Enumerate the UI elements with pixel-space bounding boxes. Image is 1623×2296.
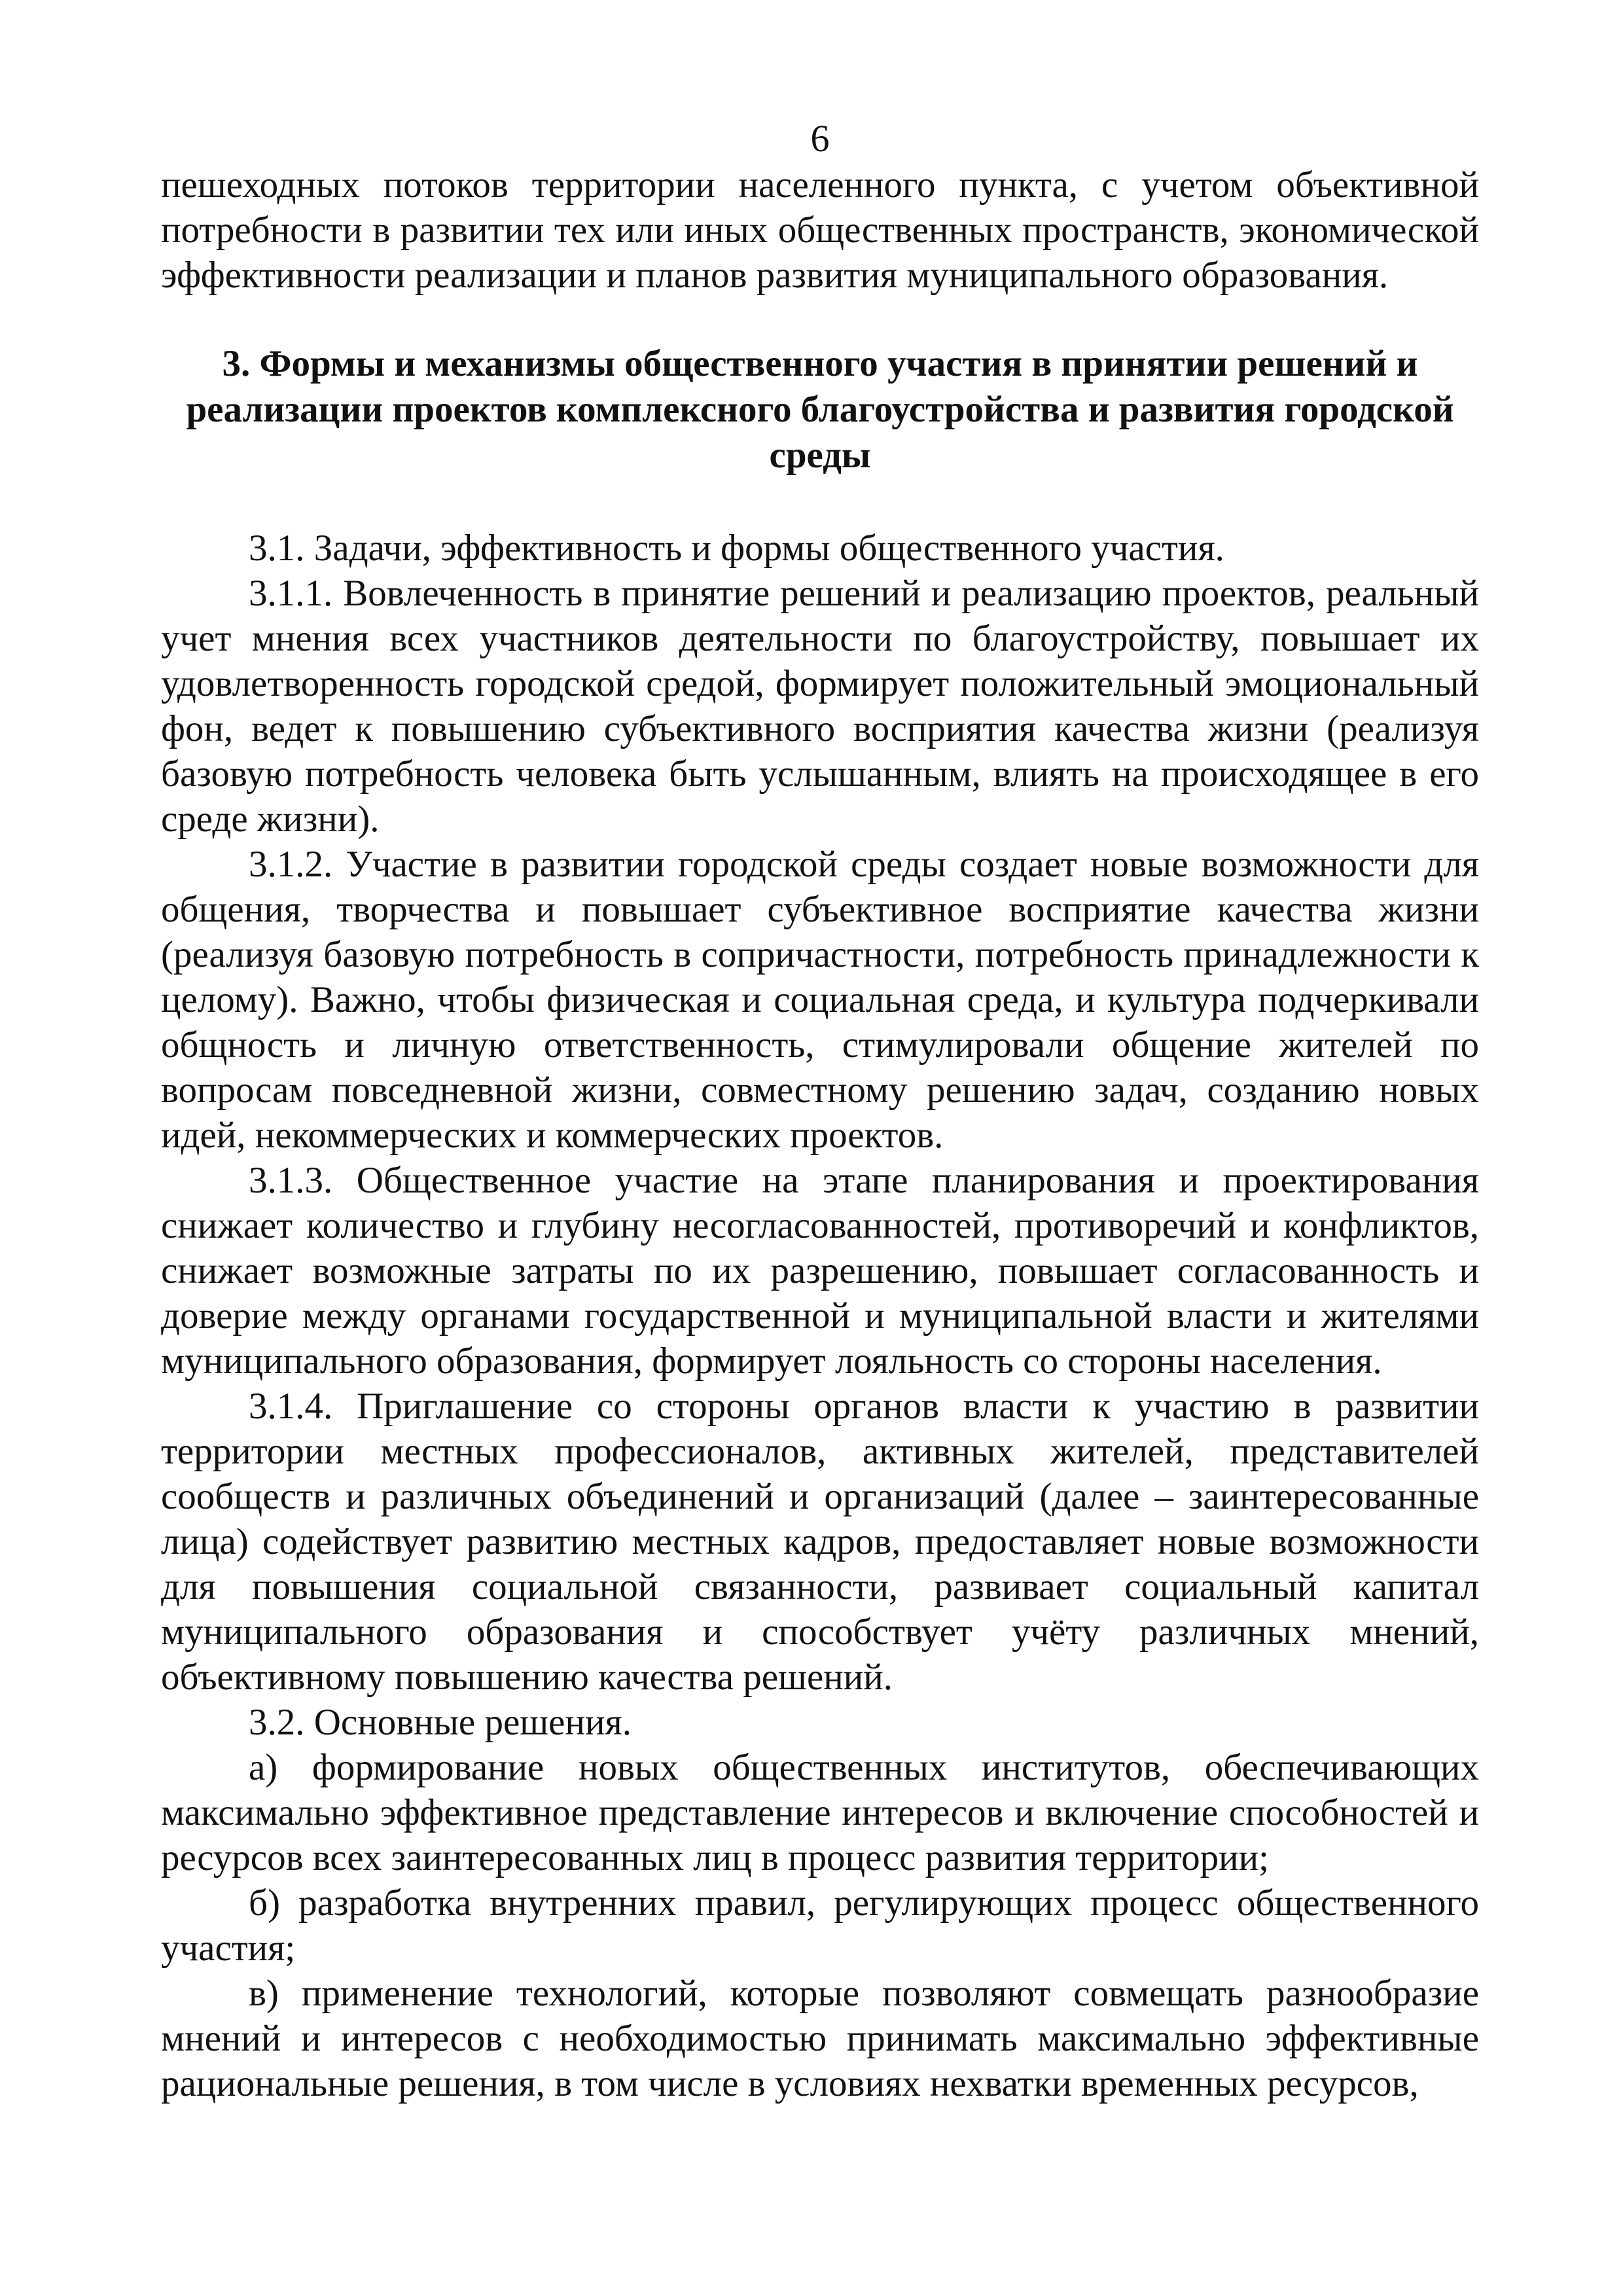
paragraph-3-1-2: 3.1.2. Участие в развитии городской среды создает новые возможности для общения, творчества и повышает субъективное восприятие качества жизни (реализуя базовую потребность в сопричастности, потребность принадлежности к целому). Важно, чтобы физическая и социальная среда, и культура подчеркивали общность и личную ответственность, стимулировали общение жителей по вопросам повседневной жизни, совместному решению задач, созданию новых идей, некоммерческих и коммерческих проектов. (161, 844, 1479, 1156)
page-number: 6 (810, 117, 830, 160)
document-page (161, 115, 1479, 2106)
list-item-b: б) разработка внутренних правил, регулирующих процесс общественного участия; (161, 1882, 1479, 1969)
paragraph-3-1: 3.1. Задачи, эффективность и формы общественного участия. (249, 528, 1224, 569)
intro-paragraph: пешеходных потоков территории населенного пункта, с учетом объективной потребности в развитии тех или иных общественных пространств, экономической эффективности реализации и планов развития муниципального образования. (161, 164, 1479, 296)
paragraph-3-2: 3.2. Основные решения. (249, 1702, 632, 1743)
section-heading: 3. Формы и механизмы общественного участия в принятии решений и реализации проектов комплексного благоустройства и развития городской среды (186, 343, 1454, 476)
paragraph-3-1-1: 3.1.1. Вовлеченность в принятие решений и реализацию проектов, реальный учет мнения всех участников деятельности по благоустройству, повышает их удовлетворенность городской средой, формирует положительный эмоциональный фон, ведет к повышению субъективного восприятия качества жизни (реализуя базовую потребность человека быть услышанным, влиять на происходящее в его среде жизни). (161, 573, 1479, 840)
paragraph-3-1-4: 3.1.4. Приглашение со стороны органов власти к участию в развитии территории местных профессионалов, активных жителей, представителей сообществ и различных объединений и организаций (далее – заинтересованные лица) содействует развитию местных кадров, предоставляет новые возможности для повышения социальной связанности, развивает социальный капитал муниципального образования и способствует учёту различных мнений, объективному повышению качества решений. (161, 1386, 1479, 1698)
paragraph-3-1-3: 3.1.3. Общественное участие на этапе планирования и проектирования снижает количество и глубину несогласованностей, противоречий и конфликтов, снижает возможные затраты по их разрешению, повышает согласованность и доверие между органами государственной и муниципальной власти и жителями муниципального образования, формирует лояльность со стороны населения. (161, 1160, 1479, 1382)
list-item-v: в) применение технологий, которые позволяют совмещать разнообразие мнений и интересов с необходимостью принимать максимально эффективные рациональные решения, в том числе в условиях нехватки временных ресурсов, (161, 1973, 1479, 2104)
list-item-a: а) формирование новых общественных институтов, обеспечивающих максимально эффективное представление интересов и включение способностей и ресурсов всех заинтересованных лиц в процесс развития территории; (161, 1747, 1479, 1878)
